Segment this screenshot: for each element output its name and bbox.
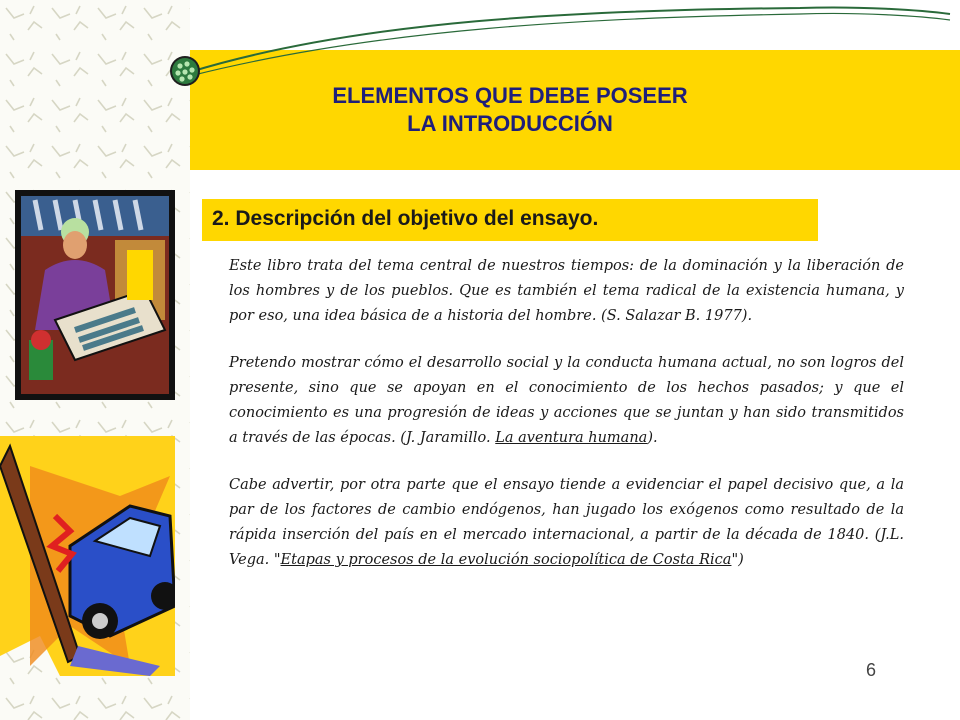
- subtitle: 2. Descripción del objetivo del ensayo.: [212, 207, 599, 230]
- paragraph-3-text: Cabe advertir, por otra parte que el ensayo tiende a evidenciar el papel decisivo que, a la par de los factores de cambio endógenos, han jugado los exógenos como resultado de la rápida inserción del país en el mercado internacional, a partir de la década de 1840. (J.L. Vega. ": [229, 477, 904, 568]
- paragraph-1: Este libro trata del tema central de nuestros tiempos: de la dominación y la liberación de los hombres y de los pueblos. Que es también el tema radical de la existencia humana, y por eso, una idea básica de a historia del hombre. (S. Salazar B. 1977).: [229, 258, 904, 324]
- title-line-1: ELEMENTOS QUE DEBE POSEER: [332, 83, 688, 108]
- market-clipart: [15, 190, 175, 400]
- paragraph-3: [229, 473, 904, 573]
- subtitle-bar: [202, 199, 818, 241]
- paragraph-2-text: Pretendo mostrar cómo el desarrollo social y la conducta humana actual, no son logros del presente, sino que se apoyan en el conocimiento de los hechos pasados; y que el conocimiento es una progresión de ideas y acciones que se juntan y han sido transmitidos a través de las épocas. (J. Jaramillo.: [229, 355, 904, 446]
- green-dot-bullet-icon: [170, 56, 200, 86]
- car-crash-clipart: [0, 436, 175, 676]
- body-text: [229, 254, 904, 595]
- slide-title: [300, 82, 720, 138]
- paragraph-2: [229, 351, 904, 451]
- book-title-etapas-y-procesos: Etapas y procesos de la evolución sociopolítica de Costa Rica: [280, 552, 732, 568]
- title-line-2: LA INTRODUCCIÓN: [407, 111, 613, 136]
- book-title-la-aventura-humana: La aventura humana: [495, 430, 648, 446]
- page-number: 6: [866, 660, 877, 680]
- paragraph-3-end: "): [731, 552, 744, 568]
- paragraph-2-end: ).: [647, 430, 658, 446]
